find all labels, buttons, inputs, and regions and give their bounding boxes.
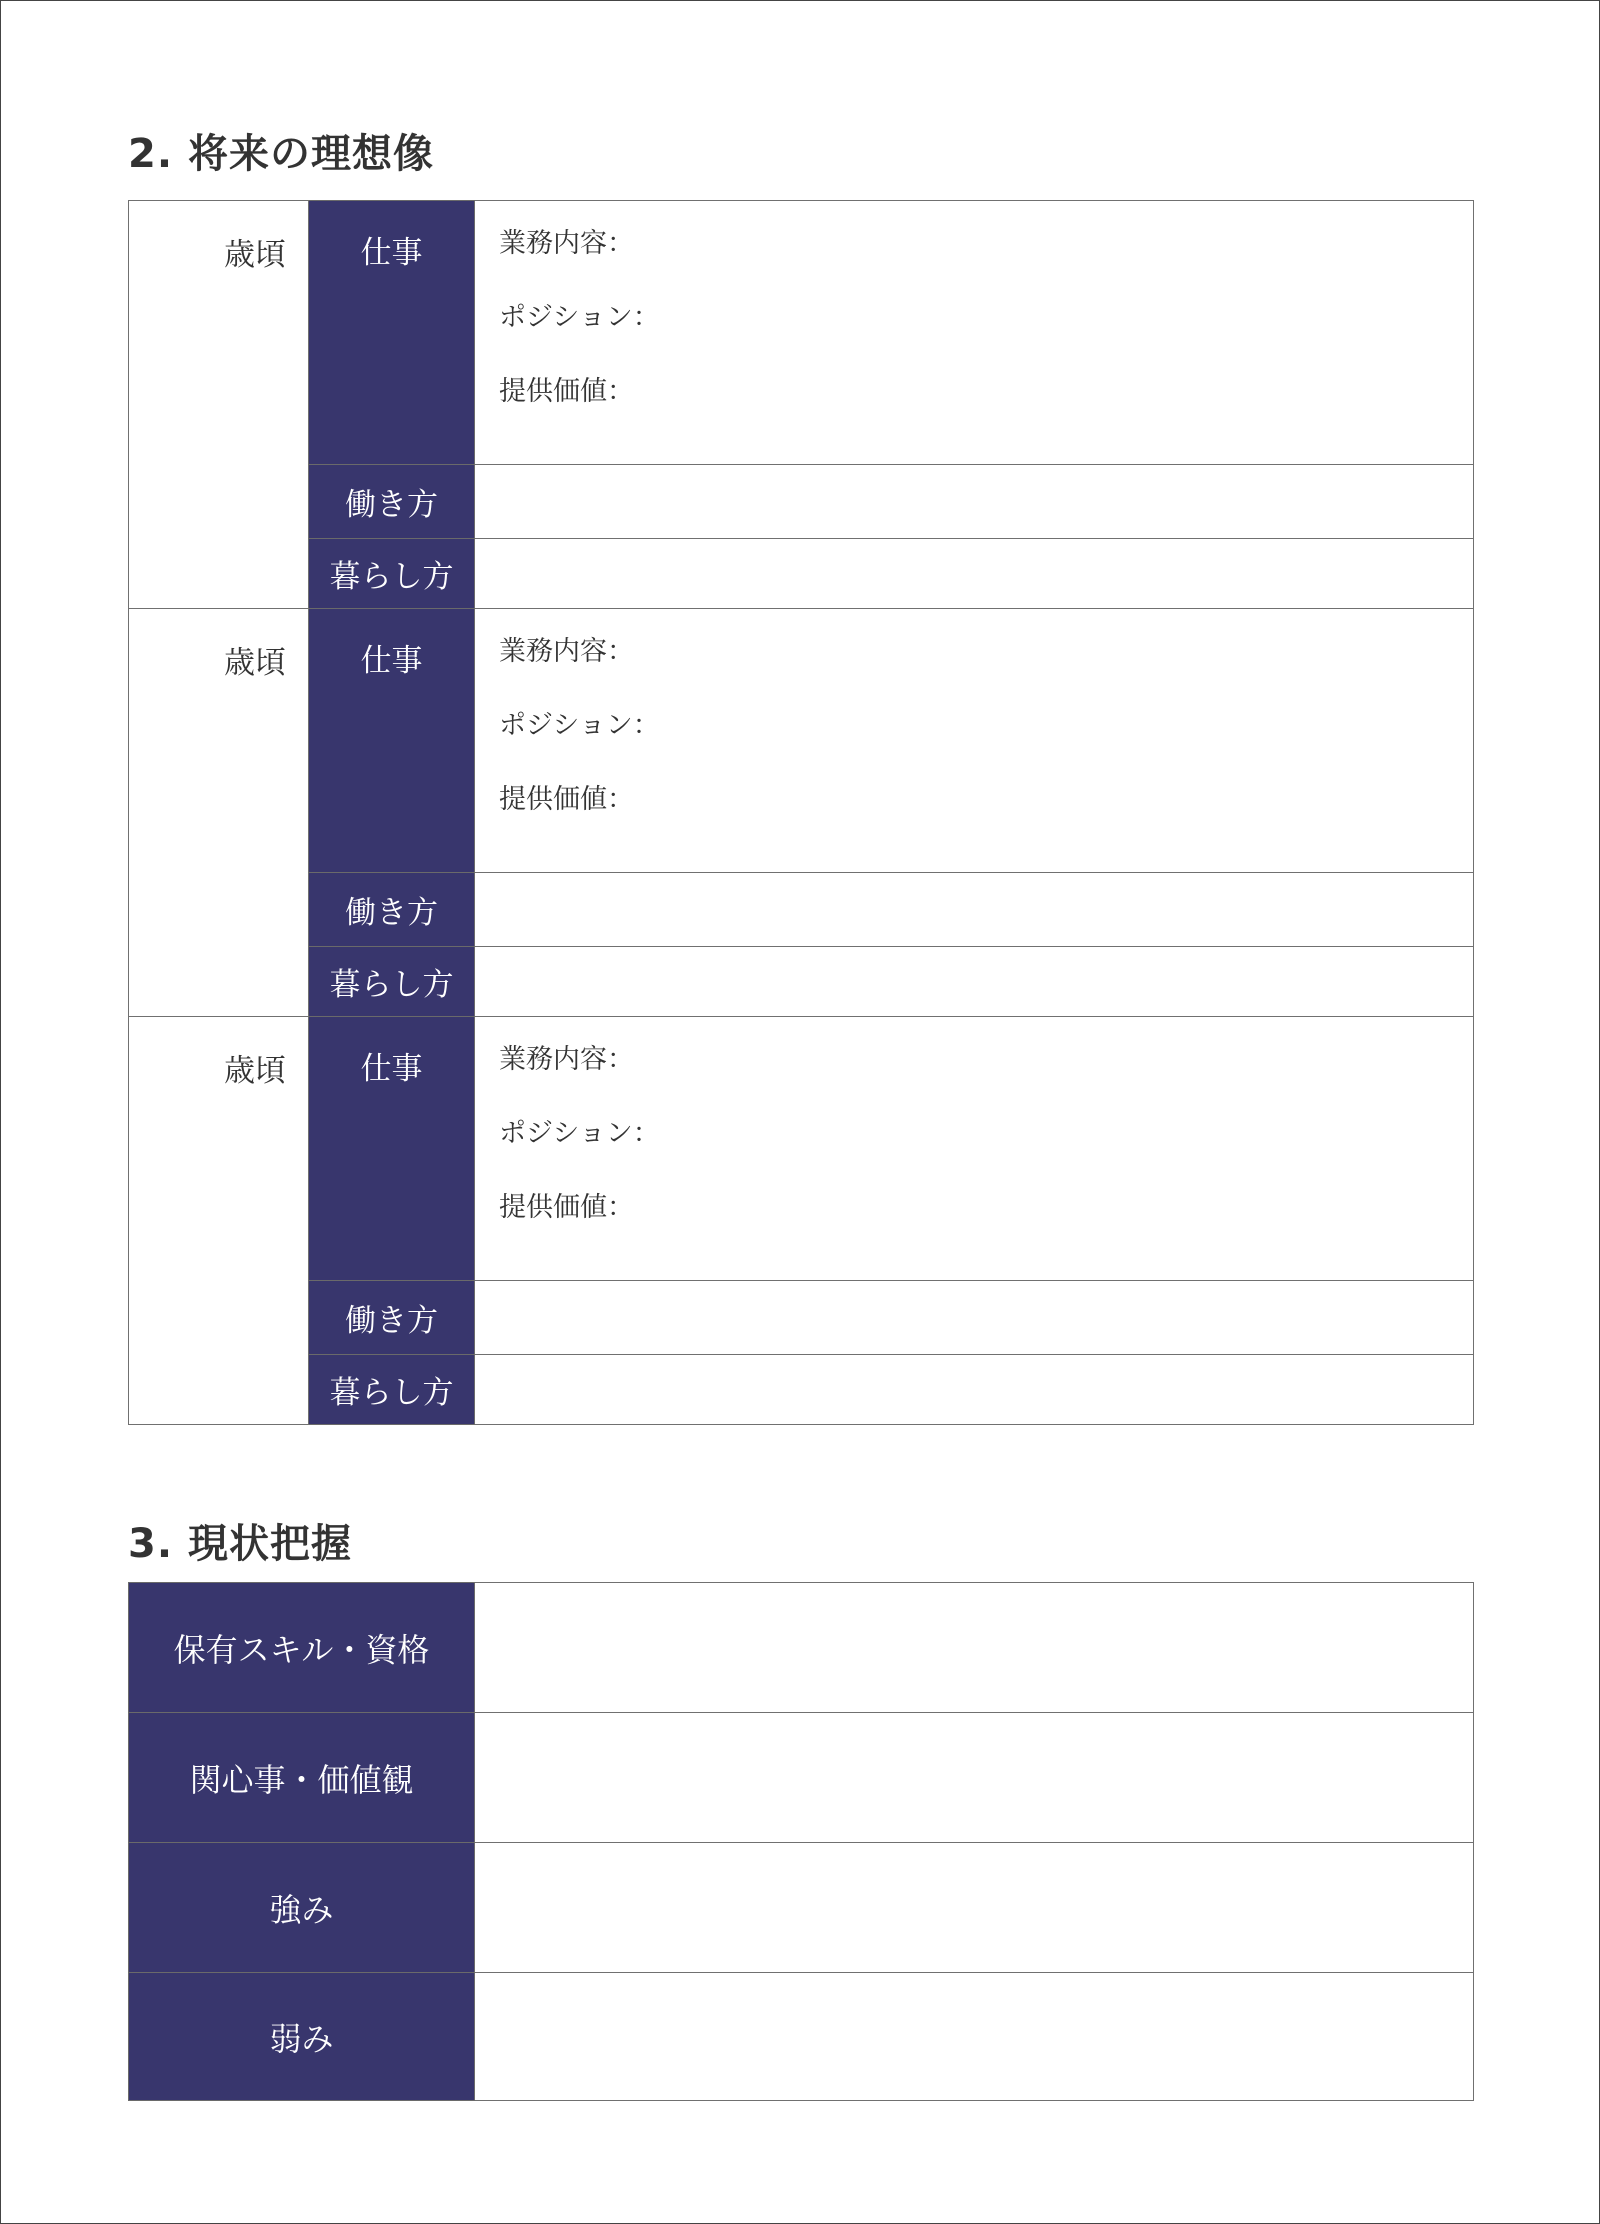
job-header <box>309 1017 475 1281</box>
lifestyle-label: 暮らし方 <box>329 1375 454 1411</box>
job-field-value: 提供価値： <box>499 784 634 815</box>
table-row <box>129 1355 1474 1425</box>
job-field-value: 提供価値： <box>499 376 634 407</box>
table-row <box>129 947 1474 1017</box>
workstyle-header <box>309 465 475 539</box>
job-header <box>309 201 475 465</box>
job-entry-area[interactable] <box>475 201 1474 465</box>
job-field-position: ポジション： <box>499 1118 660 1149</box>
lifestyle-label: 暮らし方 <box>329 559 454 595</box>
weaknesses-label: 弱み <box>269 2019 334 2058</box>
ideal-future-table <box>128 200 1474 1425</box>
current-status-table <box>128 1582 1474 2101</box>
job-header <box>309 609 475 873</box>
job-field-duties: 業務内容： <box>499 228 634 259</box>
workstyle-label: 働き方 <box>345 895 438 931</box>
workstyle-header <box>309 873 475 947</box>
job-label: 仕事 <box>360 643 423 679</box>
job-label: 仕事 <box>360 1051 423 1087</box>
interests-label: 関心事・価値観 <box>189 1760 414 1799</box>
workstyle-entry-area[interactable] <box>475 1281 1474 1355</box>
section-title-current-status: 3. 現状把握 <box>128 1521 352 1567</box>
weaknesses-entry-area[interactable] <box>475 1973 1474 2101</box>
lifestyle-entry-area[interactable] <box>475 947 1474 1017</box>
lifestyle-header <box>309 1355 475 1425</box>
lifestyle-header <box>309 947 475 1017</box>
section-title-ideal-future: 2. 将来の理想像 <box>128 131 434 177</box>
age-cell[interactable] <box>129 201 309 609</box>
strengths-header <box>129 1843 475 1973</box>
age-label: 歳頃 <box>224 645 286 681</box>
skills-header <box>129 1583 475 1713</box>
age-cell[interactable] <box>129 1017 309 1425</box>
table-row <box>129 1281 1474 1355</box>
table-row <box>129 873 1474 947</box>
lifestyle-entry-area[interactable] <box>475 1355 1474 1425</box>
job-entry-area[interactable] <box>475 609 1474 873</box>
table-row <box>129 609 1474 873</box>
skills-entry-area[interactable] <box>475 1583 1474 1713</box>
job-field-position: ポジション： <box>499 302 660 333</box>
workstyle-header <box>309 1281 475 1355</box>
age-label: 歳頃 <box>224 237 286 273</box>
table-row <box>129 1017 1474 1281</box>
lifestyle-entry-area[interactable] <box>475 539 1474 609</box>
workstyle-entry-area[interactable] <box>475 873 1474 947</box>
table-row <box>129 1843 1474 1973</box>
age-label: 歳頃 <box>224 1053 286 1089</box>
workstyle-label: 働き方 <box>345 487 438 523</box>
table-row <box>129 1713 1474 1843</box>
strengths-entry-area[interactable] <box>475 1843 1474 1973</box>
table-row <box>129 1973 1474 2101</box>
job-field-duties: 業務内容： <box>499 1044 634 1075</box>
table-row <box>129 201 1474 465</box>
weaknesses-header <box>129 1973 475 2101</box>
job-field-duties: 業務内容： <box>499 636 634 667</box>
workstyle-entry-area[interactable] <box>475 465 1474 539</box>
strengths-label: 強み <box>269 1890 334 1929</box>
table-row <box>129 465 1474 539</box>
job-field-position: ポジション： <box>499 710 660 741</box>
table-row <box>129 1583 1474 1713</box>
table-row <box>129 539 1474 609</box>
job-field-value: 提供価値： <box>499 1192 634 1223</box>
job-label: 仕事 <box>360 235 423 271</box>
lifestyle-label: 暮らし方 <box>329 967 454 1003</box>
lifestyle-header <box>309 539 475 609</box>
skills-label: 保有スキル・資格 <box>173 1630 430 1669</box>
workstyle-label: 働き方 <box>345 1303 438 1339</box>
job-entry-area[interactable] <box>475 1017 1474 1281</box>
interests-entry-area[interactable] <box>475 1713 1474 1843</box>
age-cell[interactable] <box>129 609 309 1017</box>
interests-header <box>129 1713 475 1843</box>
